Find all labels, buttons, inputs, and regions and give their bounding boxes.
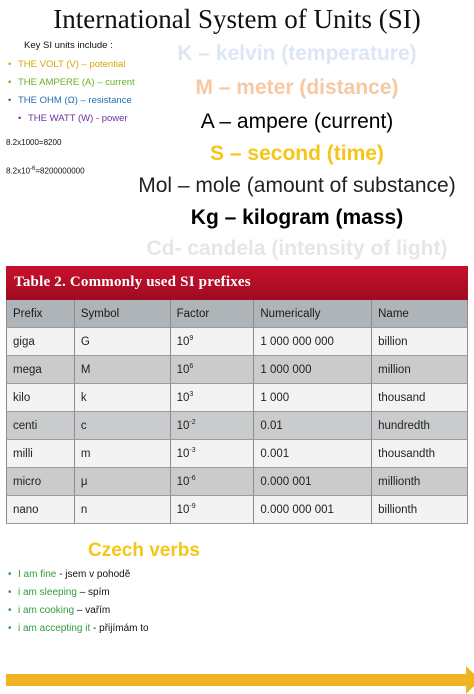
factor-exponent: 9 <box>189 335 194 343</box>
column-header-name: Name <box>372 300 468 328</box>
verb-czech: - přijímám to <box>90 623 149 634</box>
cell-numerically: 0.001 <box>254 440 372 468</box>
cell-name: millionth <box>372 468 468 496</box>
key-unit-label: THE AMPERE (A) – current <box>18 77 135 88</box>
verb-item <box>8 623 149 634</box>
bullet-icon: • <box>8 623 12 634</box>
unit-candela: Cd- candela (intensity of light) <box>146 237 448 260</box>
table-row <box>7 496 468 524</box>
column-header-symbol: Symbol <box>74 300 170 328</box>
factor-exponent: 3 <box>189 391 194 399</box>
cell-symbol: c <box>74 412 170 440</box>
cell-factor <box>170 496 254 524</box>
table-title: Table 2. Commonly used SI prefixes <box>14 274 251 290</box>
verb-english: i am accepting it <box>18 623 91 634</box>
table-row <box>7 384 468 412</box>
key-unit-label: THE WATT (W) - power <box>28 113 128 124</box>
cell-factor <box>170 440 254 468</box>
bullet-icon: • <box>8 587 12 598</box>
cell-symbol: μ <box>74 468 170 496</box>
bullet-icon: • <box>8 77 12 88</box>
cell-factor <box>170 328 254 356</box>
factor-base: 10 <box>176 419 190 432</box>
cell-factor <box>170 468 254 496</box>
table-header-row <box>7 300 468 328</box>
cell-symbol: n <box>74 496 170 524</box>
bullet-icon: • <box>8 95 12 106</box>
factor-exponent: -9 <box>189 503 196 511</box>
factor-exponent: -3 <box>189 447 196 455</box>
factor-base: 10 <box>176 363 190 376</box>
cell-prefix: nano <box>7 496 75 524</box>
verb-english: i am cooking <box>18 605 75 616</box>
table-row <box>7 440 468 468</box>
cell-numerically: 1 000 000 <box>254 356 372 384</box>
factor-base: 10 <box>176 391 190 404</box>
calc-line-1: 8.2x1000=8200 <box>6 138 62 147</box>
column-header-prefix: Prefix <box>7 300 75 328</box>
verb-english: i am sleeping <box>18 587 77 598</box>
cell-name: billionth <box>372 496 468 524</box>
verb-english: I am fine <box>18 569 57 580</box>
cell-factor <box>170 356 254 384</box>
factor-exponent: 6 <box>189 363 194 371</box>
cell-factor <box>170 384 254 412</box>
key-units-heading: Key SI units include : <box>24 40 113 51</box>
cell-prefix: mega <box>7 356 75 384</box>
verb-czech: - jsem v pohodě <box>56 569 131 580</box>
key-unit-watt <box>18 113 128 124</box>
verb-czech: – spím <box>76 587 110 598</box>
bullet-icon: • <box>8 605 12 616</box>
cell-prefix: giga <box>7 328 75 356</box>
column-header-numerically: Numerically <box>254 300 372 328</box>
calc-line-2 <box>6 166 85 176</box>
arrow-right-icon <box>466 666 474 694</box>
unit-kelvin: K – kelvin (temperature) <box>177 42 417 65</box>
cell-numerically: 0.000 001 <box>254 468 372 496</box>
cell-factor <box>170 412 254 440</box>
verb-item <box>8 569 130 580</box>
table-header-bar <box>6 266 468 300</box>
cell-symbol: k <box>74 384 170 412</box>
unit-second: S – second (time) <box>210 142 384 165</box>
bullet-icon: • <box>18 113 22 124</box>
unit-kilogram: Kg – kilogram (mass) <box>190 206 404 229</box>
cell-numerically: 1 000 000 000 <box>254 328 372 356</box>
table-row <box>7 412 468 440</box>
czech-verbs-title: Czech verbs <box>88 540 200 561</box>
unit-ampere: A – ampere (current) <box>200 110 394 133</box>
column-header-factor: Factor <box>170 300 254 328</box>
key-unit-ampere <box>8 77 135 88</box>
key-unit-ohm <box>8 95 132 106</box>
table-row <box>7 356 468 384</box>
key-unit-label: THE OHM (Ω) – resistance <box>18 95 132 106</box>
page-title: International System of Units (SI) <box>53 4 421 34</box>
bullet-icon: • <box>8 569 12 580</box>
cell-symbol: M <box>74 356 170 384</box>
calc-exponent: -6 <box>30 166 36 172</box>
verb-item <box>8 605 110 616</box>
cell-numerically: 0.000 000 001 <box>254 496 372 524</box>
factor-base: 10 <box>176 503 190 516</box>
calc-result: =8200000000 <box>35 166 85 176</box>
table-row <box>7 328 468 356</box>
factor-base: 10 <box>176 475 190 488</box>
calc-base: 8.2x10 <box>6 166 31 176</box>
cell-prefix: kilo <box>7 384 75 412</box>
table-row <box>7 468 468 496</box>
cell-symbol: m <box>74 440 170 468</box>
verb-czech: – vařím <box>74 605 111 616</box>
unit-meter: M – meter (distance) <box>195 76 399 99</box>
cell-name: billion <box>372 328 468 356</box>
factor-exponent: -6 <box>189 475 196 483</box>
cell-prefix: centi <box>7 412 75 440</box>
prefix-grid <box>6 300 468 524</box>
bullet-icon: • <box>8 59 12 70</box>
key-unit-label: THE VOLT (V) – potential <box>18 59 126 70</box>
cell-name: thousandth <box>372 440 468 468</box>
cell-numerically: 1 000 <box>254 384 372 412</box>
factor-base: 10 <box>176 335 190 348</box>
si-prefix-table <box>6 266 468 540</box>
cell-name: thousand <box>372 384 468 412</box>
verb-item <box>8 587 110 598</box>
key-unit-volt <box>8 59 125 70</box>
highlight-arrow-bar <box>6 674 468 686</box>
cell-prefix: milli <box>7 440 75 468</box>
unit-mole: Mol – mole (amount of substance) <box>138 174 456 197</box>
cell-name: hundredth <box>372 412 468 440</box>
factor-base: 10 <box>176 447 190 460</box>
cell-name: million <box>372 356 468 384</box>
cell-symbol: G <box>74 328 170 356</box>
cell-numerically: 0.01 <box>254 412 372 440</box>
factor-exponent: -2 <box>189 419 196 427</box>
cell-prefix: micro <box>7 468 75 496</box>
